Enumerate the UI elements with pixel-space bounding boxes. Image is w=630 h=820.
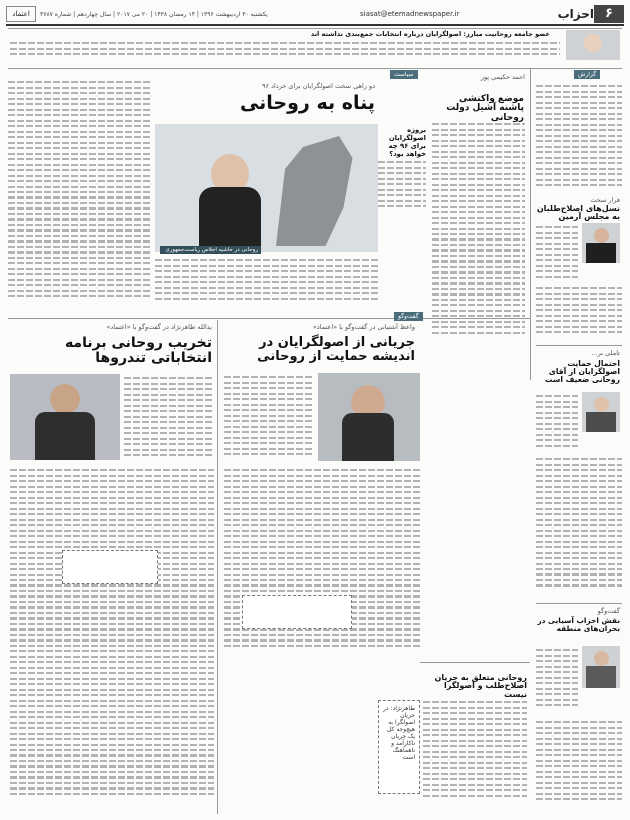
right-item-2-photo: [582, 392, 620, 432]
main-text-block: [155, 256, 380, 308]
center-story-text-a: [224, 373, 314, 461]
main-story-photo: [155, 124, 378, 252]
main-section-tag: سیاست: [390, 70, 418, 79]
lead-strip-text: [10, 39, 560, 57]
bottom-box-headline: روحانی متعلق به جریان اصلاح‌طلب و اصولگرا نیست: [434, 673, 527, 699]
dateline: یکشنبه ۳۰ اردیبهشت ۱۳۹۶ | ۱۴ رمضان ۱۴۳۸ | ۲۰ می ۲۰۱۷ | سال چهاردهم | شماره ۳۷۸۷: [40, 10, 268, 18]
left-story-pullquote: [62, 550, 158, 584]
center-story-pullquote: [242, 595, 352, 629]
right-item-3-photo: [582, 646, 620, 688]
right-item-1-kicker: فرار سخت: [590, 196, 620, 204]
left-story-text-a: [124, 374, 214, 461]
center-story-headline: جریانی از اصولگرایان در اندیشه حمایت از روحانی: [257, 335, 415, 364]
main-photo-caption: روحانی در حاشیه اجلاس ریاست‌جمهوری: [160, 246, 261, 254]
right-item-2-text: [536, 392, 578, 452]
main-left-columns: [8, 78, 151, 313]
right-item-3-kicker: گفت‌وگو: [597, 607, 620, 615]
lead-strip-title: عضو جامعه روحانیت مبارز: اصولگرایان درباره انتخابات جمع‌بندی نداشته اند: [310, 30, 550, 38]
main-kicker: دو راهی سخت اصولگرایان برای خرداد ۹۶: [262, 82, 375, 90]
center-story-kicker: واعظ آشتیانی در گفت‌وگو با «اعتماد»: [312, 323, 415, 331]
bottom-box-text: [423, 698, 527, 810]
right-item-3-headline: نقش احزاب آسیایی در بحران‌های منطقه: [537, 616, 620, 633]
right-item-2-headline: احتمال حمایت اصولگرایان از آقای روحانی ضعیف است: [544, 359, 620, 384]
commentary-headline: موضع واکنشی پاشنه آشیل دولت روحانی: [446, 94, 524, 123]
section-title: احزاب: [557, 7, 594, 21]
bottom-side-note: طاهرنژاد: در جریان اصولگرا به هیچ‌وجه کل یک جریان ناکارآمد و ناهماهنگ است: [378, 700, 420, 794]
right-news-list: [536, 82, 622, 192]
center-story-text-b: [224, 466, 420, 658]
commentary-author: احمد حکیمی پور: [480, 73, 525, 81]
page-number: ۶: [594, 5, 624, 23]
right-item-1-more: [536, 284, 622, 339]
center-story-photo: [318, 373, 420, 461]
main-side-text: [378, 158, 426, 214]
right-item-3-text: [536, 646, 578, 716]
left-story-photo: [10, 374, 120, 460]
header-bar: [6, 4, 624, 26]
website-link[interactable]: siasat@etemadnewspaper.ir: [360, 10, 460, 18]
lead-strip-photo: [566, 30, 620, 60]
right-item-1-headline: نسل‌های اصلاح‌طلبان به مجلس آرمین: [536, 204, 620, 222]
newspaper-logo: اعتماد: [6, 6, 36, 22]
right-section-tag: گزارش: [574, 70, 600, 79]
right-item-3-more: [536, 718, 622, 814]
right-item-1-photo: [582, 223, 620, 263]
left-story-kicker: یدالله طاهرنژاد در گفت‌وگو با «اعتماد»: [106, 323, 212, 331]
main-side-title: بروزه اصولگرایان برای ۹۶ چه خواهد بود؟: [388, 126, 426, 158]
right-item-1-text: [536, 223, 578, 283]
middle-section-tag: گفت‌وگو: [394, 312, 423, 321]
commentary-text: [432, 120, 525, 350]
right-item-2-more: [536, 455, 622, 600]
main-headline: پناه به روحانی: [239, 92, 375, 114]
left-story-headline: تخریب روحانی برنامه انتخاباتی تندروها: [64, 335, 212, 366]
left-story-text-b: [10, 466, 214, 812]
right-item-2-kicker: تاملی بر...: [591, 349, 620, 357]
